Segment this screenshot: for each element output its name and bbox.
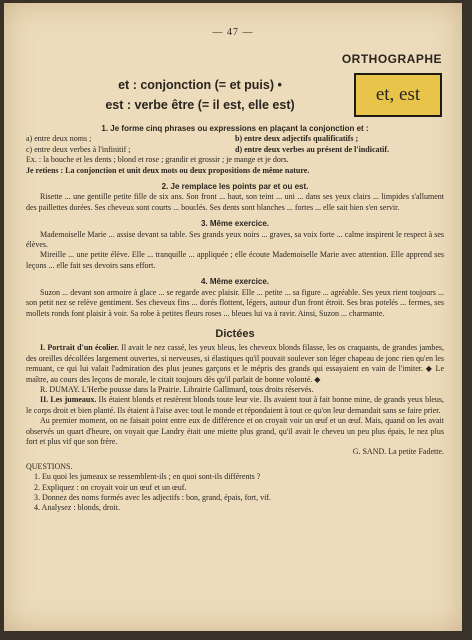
item-c: c) entre deux verbes à l'infinitif ;: [26, 144, 131, 154]
je-retiens: Je retiens : La conjonction et unit deux mots ou deux propositions de même nature.: [26, 165, 310, 175]
exercise-3-para-1: Mademoiselle Marie ... assise devant sa table. Ses grands yeux noirs ... graves, sa voix forte ... calme inspirent le respect à ses élèves.: [26, 229, 444, 250]
dictee-1-source: R. DUMAY. L'Herbe pousse dans la Prairie. Librairie Gallimard, tous droits réservés.: [40, 384, 314, 394]
title-line-2: est : verbe être (= il est, elle est): [105, 98, 295, 112]
dictee-2: [26, 395, 444, 416]
book-page: [4, 3, 462, 631]
exercise-1-example: Ex. : la bouche et les dents ; blond et rose ; grandir et grossir ; je mange et je dors.: [26, 155, 289, 165]
questions-label: QUESTIONS.: [26, 461, 73, 471]
lesson-box: et, est: [354, 73, 442, 117]
exercise-3-para-2: Mireille ... une petite élève. Elle ... tranquille ... appliquée ; elle écoute Mademoiselle Marie avec attention. Elle apprend ses leçons ... elle fait ses devoirs sans effort.: [26, 250, 444, 270]
lesson-title: [60, 75, 340, 115]
page-number: — 47 —: [212, 27, 254, 38]
item-d: d) entre deux verbes au présent de l'indicatif.: [235, 144, 390, 154]
exercise-2-heading: 2. Je remplace les points par et ou est.: [161, 182, 309, 192]
dictee-1-heading: I. Portrait d'un écolier.: [40, 343, 119, 353]
question-4: 4. Analysez : blonds, droit.: [34, 503, 120, 513]
question-3: 3. Donnez des noms formés avec les adjectifs : bon, grand, épais, fort, vif.: [34, 493, 272, 502]
title-line-1: et : conjonction (= et puis) •: [118, 78, 282, 92]
exercise-4-heading: 4. Même exercice.: [200, 277, 270, 287]
exercise-4-text: Suzon ... devant son armoire à glace ... se regarde avec plaisir. Elle ... petite ... sa figure ... agréable. Ses yeux rient toujours ... son petit nez se relève gentiment. Ses cheveux fins ... dorés flottent, légers, autour d'un front étroit. Ses bras potelés ... fermes, ses mollets ronds font plaisir à voir. Sa robe à petites fleurs roses ... bleues lui va à ravir. Ainsi, Suzon ... charmante.: [26, 287, 444, 318]
item-b: b) entre deux adjectifs qualificatifs ;: [235, 134, 359, 144]
exercise-1-row-1: [26, 134, 444, 144]
dictee-2-text: Ils étaient blonds et restèrent blonds toute leur vie. Ils avaient tout à fait bonne mine, de grands yeux bleus, le corps droit et bien planté. Ils étaient à l'aise avec tout le monde et répondaient à tout ce qu'on leur demandait sans se faire prier.: [26, 395, 444, 415]
exercise-3-heading: 3. Même exercice.: [200, 219, 270, 229]
dictee-2-source: G. SAND. La petite Fadette.: [352, 447, 444, 457]
section-title: ORTHOGRAPHE: [341, 52, 442, 66]
item-a: a) entre deux noms ;: [26, 134, 92, 144]
dictee-2-heading: II. Les jumeaux.: [40, 395, 97, 405]
exercise-2-text: Risette ... une gentille petite fille de six ans. Son front ... haut, son teint ... uni ... dans ses yeux clairs ... limpides s'allument des paillettes dorées. Ses cheveux sont courts ... bouclés. Ses dents sont blanches ... fortes ... elle sait bien s'en servir.: [26, 192, 444, 212]
dictee-1-text: Il avait le nez cassé, les yeux bleus, les cheveux blonds filasse, les os craquants, de grandes jambes, des oreilles décollées largement ouvertes, si nerveuses, si élastiques qu'il pouvait soulever son léger chapeau de jonc rien qu'en les remuant, ce qui lui valait l'admiration des plus jeunes garçons et le mépris des grands qui essayaient en vain de l'imiter. ◆ Le maître, au cours des leçons de morale, le citait toujours dès qu'il parlait de bonne volonté. ◆: [26, 343, 445, 384]
dictee-1: [26, 343, 444, 385]
exercise-1-heading: 1. Je forme cinq phrases ou expressions en plaçant la conjonction et :: [101, 124, 369, 133]
lesson-content: [26, 118, 444, 514]
dictee-2-para-2: Au premier moment, on ne faisait point entre eux de différence et on croyait voir un œuf et un œuf. Mais, quand on les avait observés un quart d'heure, on voyait que Landry était une miette plus grand, qu'il avait le cheveu un peu plus épais, le nez plus fort et plus vif que son frère.: [26, 416, 444, 446]
exercise-1-row-2: [26, 145, 444, 155]
question-1: 1. Eu quoi les jumeaux se ressemblent-ils ; en quoi sont-ils différents ?: [34, 472, 261, 482]
dictees-title: Dictées: [215, 327, 255, 340]
question-2: 2. Expliquez : on croyait voir un œuf et un œuf.: [34, 482, 187, 492]
